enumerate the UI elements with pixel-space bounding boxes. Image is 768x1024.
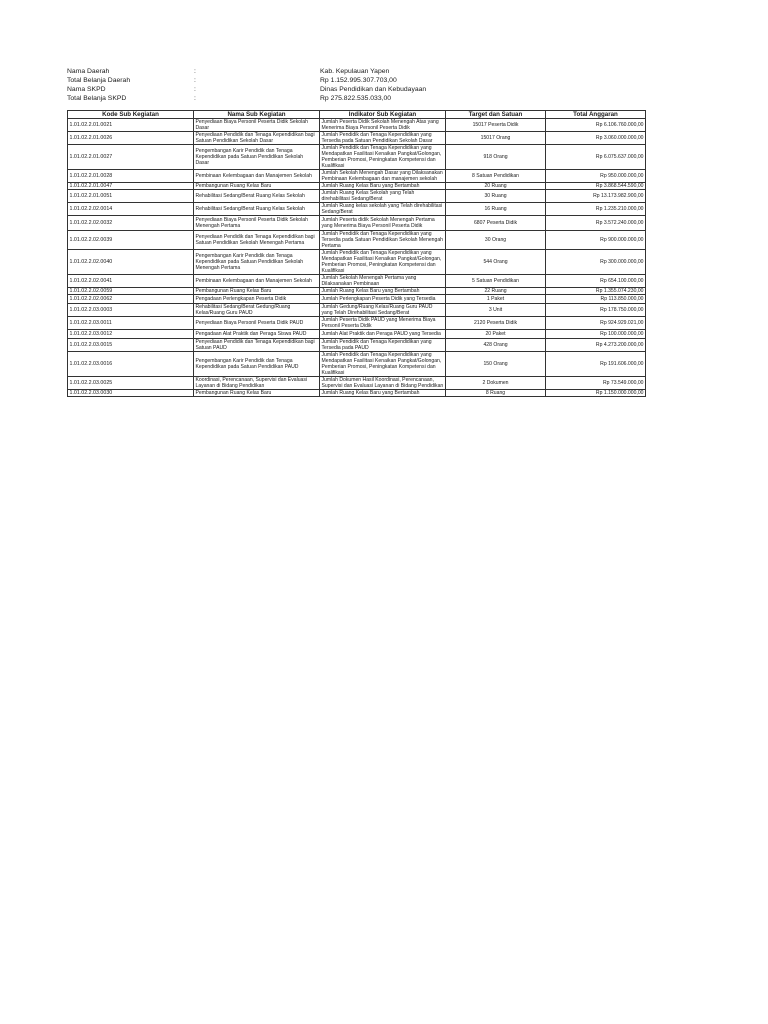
cell-kode: 1.01.02.2.03.0003 bbox=[68, 304, 194, 317]
table-row bbox=[68, 231, 646, 250]
header-row-total-belanja-skpd bbox=[67, 94, 645, 103]
cell-target: 30 Ruang bbox=[446, 190, 546, 203]
cell-indikator: Jumlah Pendidik dan Tenaga Kependidikan yang Tersedia pada Satuan Pendidikan Sekolah Dasar bbox=[320, 132, 446, 145]
table-header-row bbox=[68, 111, 646, 119]
header-label: Nama SKPD bbox=[67, 86, 106, 93]
cell-anggaran: Rp 100.000.000,00 bbox=[546, 330, 646, 339]
cell-nama: Pengembangan Karir Pendidik dan Tenaga Kependidikan pada Satuan Pendidikan PAUD bbox=[194, 352, 320, 377]
header-value: Rp 275.822.535.033,00 bbox=[320, 95, 392, 102]
cell-anggaran: Rp 3.572.240.000,00 bbox=[546, 216, 646, 231]
table-row bbox=[68, 339, 646, 352]
cell-indikator: Jumlah Sekolah Menengah Pertama yang Dilaksanakan Pembinaan bbox=[320, 275, 446, 288]
header-value: Dinas Pendidikan dan Kebudayaan bbox=[320, 86, 427, 93]
cell-nama: Pembangunan Ruang Kelas Baru bbox=[194, 183, 320, 190]
cell-kode: 1.01.02.2.01.0028 bbox=[68, 170, 194, 183]
cell-target: 20 Paket bbox=[446, 330, 546, 339]
cell-target: 22 Ruang bbox=[446, 288, 546, 295]
table-row bbox=[68, 190, 646, 203]
cell-indikator: Jumlah Pendidik dan Tenaga Kependidikan yang Mendapatkan Fasilitasi Kenaikan Pangkat/Golongan, Pemberian Promosi, Peningkatan Kompetensi dan Kualifikasi bbox=[320, 352, 446, 377]
cell-target: 20 Ruang bbox=[446, 183, 546, 190]
cell-anggaran: Rp 900.000.000,00 bbox=[546, 231, 646, 250]
cell-target: 8 Satuan Pendidikan bbox=[446, 170, 546, 183]
cell-indikator: Jumlah Ruang Kelas Baru yang Bertambah bbox=[320, 390, 446, 397]
cell-target: 2 Dokumen bbox=[446, 377, 546, 390]
cell-kode: 1.01.02.2.03.0016 bbox=[68, 352, 194, 377]
header-label: Total Belanja SKPD bbox=[67, 95, 127, 102]
cell-nama: Penyediaan Biaya Personil Peserta Didik Sekolah Dasar bbox=[194, 119, 320, 132]
cell-nama: Koordinasi, Perencanaan, Supervisi dan Evaluasi Layanan di Bidang Pendidikan bbox=[194, 377, 320, 390]
table-row bbox=[68, 352, 646, 377]
cell-target: 2120 Peserta Didik bbox=[446, 317, 546, 330]
header-colon: : bbox=[194, 95, 196, 102]
cell-nama: Rehabilitasi Sedang/Berat Ruang Kelas Sekolah bbox=[194, 203, 320, 216]
cell-anggaran: Rp 950.000.000,00 bbox=[546, 170, 646, 183]
table-row bbox=[68, 250, 646, 275]
cell-nama: Penyediaan Biaya Personil Peserta Didik Sekolah Menengah Pertama bbox=[194, 216, 320, 231]
cell-anggaran: Rp 6.075.637.000,00 bbox=[546, 145, 646, 170]
cell-indikator: Jumlah Ruang Kelas Baru yang Bertambah bbox=[320, 288, 446, 295]
header-colon: : bbox=[194, 77, 196, 84]
cell-nama: Pengembangan Karir Pendidik dan Tenaga Kependidikan pada Satuan Pendidikan Sekolah Menengah Pertama bbox=[194, 250, 320, 275]
table-body bbox=[68, 119, 646, 397]
cell-target: 918 Orang bbox=[446, 145, 546, 170]
table-row bbox=[68, 377, 646, 390]
cell-anggaran: Rp 191.606.000,00 bbox=[546, 352, 646, 377]
cell-kode: 1.01.02.2.02.0041 bbox=[68, 275, 194, 288]
cell-kode: 1.01.02.2.03.0011 bbox=[68, 317, 194, 330]
sub-kegiatan-table bbox=[67, 110, 646, 397]
cell-anggaran: Rp 654.100.000,00 bbox=[546, 275, 646, 288]
cell-anggaran: Rp 1.355.074.230,00 bbox=[546, 288, 646, 295]
table-row bbox=[68, 317, 646, 330]
cell-nama: Rehabilitasi Sedang/Berat Gedung/Ruang Kelas/Ruang Guru PAUD bbox=[194, 304, 320, 317]
table-row bbox=[68, 132, 646, 145]
cell-indikator: Jumlah Ruang Kelas Baru yang Bertambah bbox=[320, 183, 446, 190]
cell-indikator: Jumlah Peserta Didik Sekolah Menengah Atas yang Menerima Biaya Personil Peserta Didik bbox=[320, 119, 446, 132]
cell-anggaran: Rp 4.273.200.000,00 bbox=[546, 339, 646, 352]
document-header bbox=[67, 67, 645, 103]
cell-anggaran: Rp 3.868.544.590,00 bbox=[546, 183, 646, 190]
cell-nama: Penyediaan Pendidik dan Tenaga Kependidikan bagi Satuan PAUD bbox=[194, 339, 320, 352]
cell-indikator: Jumlah Perlengkapan Peserta Didik yang Tersedia bbox=[320, 295, 446, 304]
header-row-total-belanja-daerah bbox=[67, 76, 645, 85]
cell-target: 428 Orang bbox=[446, 339, 546, 352]
header-row-nama-skpd bbox=[67, 85, 645, 94]
cell-target: 6807 Peserta Didik bbox=[446, 216, 546, 231]
cell-nama: Pengadaan Perlengkapan Peserta Didik bbox=[194, 295, 320, 304]
table-row bbox=[68, 330, 646, 339]
column-header-nama: Nama Sub Kegiatan bbox=[194, 111, 320, 119]
cell-kode: 1.01.02.2.01.0047 bbox=[68, 183, 194, 190]
cell-indikator: Jumlah Peserta Didik PAUD yang Menerima Biaya Personil Peserta Didik bbox=[320, 317, 446, 330]
cell-kode: 1.01.02.2.03.0015 bbox=[68, 339, 194, 352]
cell-anggaran: Rp 924.929.021,00 bbox=[546, 317, 646, 330]
cell-kode: 1.01.02.2.01.0026 bbox=[68, 132, 194, 145]
column-header-anggaran: Total Anggaran bbox=[546, 111, 646, 119]
cell-indikator: Jumlah Pendidik dan Tenaga Kependidikan yang Mendapatkan Fasilitasi Kenaikan Pangkat/Golongan, Pemberian Promosi, Peningkatan Kompetensi dan Kualifikasi bbox=[320, 250, 446, 275]
cell-indikator: Jumlah Pendidik dan Tenaga Kependidikan yang Mendapatkan Fasilitasi Kenaikan Pangkat/Golongan, Pemberian Promosi, Peningkatan Kompetensi dan Kualifikasi bbox=[320, 145, 446, 170]
cell-anggaran: Rp 73.549.000,00 bbox=[546, 377, 646, 390]
cell-nama: Rehabilitasi Sedang/Berat Ruang Kelas Sekolah bbox=[194, 190, 320, 203]
cell-target: 544 Orang bbox=[446, 250, 546, 275]
header-colon: : bbox=[194, 86, 196, 93]
cell-indikator: Jumlah Dokumen Hasil Koordinasi, Perencanaan, Supervisi dan Evaluasi Layanan di Bidang Pendidikan bbox=[320, 377, 446, 390]
cell-nama: Penyediaan Pendidik dan Tenaga Kependidikan bagi Satuan Pendidikan Sekolah Dasar bbox=[194, 132, 320, 145]
cell-anggaran: Rp 113.850.000,00 bbox=[546, 295, 646, 304]
cell-target: 15017 Peserta Didik bbox=[446, 119, 546, 132]
cell-kode: 1.01.02.2.02.0039 bbox=[68, 231, 194, 250]
cell-kode: 1.01.02.2.03.0012 bbox=[68, 330, 194, 339]
cell-target: 8 Ruang bbox=[446, 390, 546, 397]
column-header-indikator: Indikator Sub Kegiatan bbox=[320, 111, 446, 119]
cell-nama: Penyediaan Biaya Personil Peserta Didik PAUD bbox=[194, 317, 320, 330]
cell-target: 15017 Orang bbox=[446, 132, 546, 145]
cell-kode: 1.01.02.2.02.0032 bbox=[68, 216, 194, 231]
cell-nama: Pembangunan Ruang Kelas Baru bbox=[194, 288, 320, 295]
cell-target: 150 Orang bbox=[446, 352, 546, 377]
table-row bbox=[68, 275, 646, 288]
cell-anggaran: Rp 1.235.210.000,00 bbox=[546, 203, 646, 216]
cell-kode: 1.01.02.2.01.0021 bbox=[68, 119, 194, 132]
column-header-kode: Kode Sub Kegiatan bbox=[68, 111, 194, 119]
cell-indikator: Jumlah Ruang Kelas Sekolah yang Telah direhabilitasi Sedang/Berat bbox=[320, 190, 446, 203]
cell-indikator: Jumlah Alat Praktik dan Peraga PAUD yang Tersedia bbox=[320, 330, 446, 339]
cell-nama: Penyediaan Pendidik dan Tenaga Kependidikan bagi Satuan Pendidikan Sekolah Menengah Pertama bbox=[194, 231, 320, 250]
header-label: Nama Daerah bbox=[67, 68, 110, 75]
table-row bbox=[68, 295, 646, 304]
table-row bbox=[68, 390, 646, 397]
cell-target: 5 Satuan Pendidikan bbox=[446, 275, 546, 288]
header-colon: : bbox=[194, 68, 196, 75]
cell-kode: 1.01.02.2.01.0027 bbox=[68, 145, 194, 170]
table-row bbox=[68, 145, 646, 170]
cell-anggaran: Rp 13.173.982.900,00 bbox=[546, 190, 646, 203]
table-row bbox=[68, 216, 646, 231]
cell-kode: 1.01.02.2.02.0014 bbox=[68, 203, 194, 216]
cell-target: 1 Paket bbox=[446, 295, 546, 304]
cell-nama: Pengembangan Karir Pendidik dan Tenaga Kependidikan pada Satuan Pendidikan Sekolah Dasar bbox=[194, 145, 320, 170]
table-row bbox=[68, 183, 646, 190]
cell-indikator: Jumlah Pendidik dan Tenaga Kependidikan yang Tersedia pada PAUD bbox=[320, 339, 446, 352]
cell-target: 16 Ruang bbox=[446, 203, 546, 216]
cell-anggaran: Rp 300.000.000,00 bbox=[546, 250, 646, 275]
cell-target: 30 Orang bbox=[446, 231, 546, 250]
table-row bbox=[68, 203, 646, 216]
cell-kode: 1.01.02.2.02.0059 bbox=[68, 288, 194, 295]
cell-target: 3 Unit bbox=[446, 304, 546, 317]
header-value: Kab. Kepulauan Yapen bbox=[320, 68, 390, 75]
header-label: Total Belanja Daerah bbox=[67, 77, 131, 84]
cell-kode: 1.01.02.2.03.0030 bbox=[68, 390, 194, 397]
table-row bbox=[68, 170, 646, 183]
column-header-target: Target dan Satuan bbox=[446, 111, 546, 119]
cell-nama: Pembangunan Ruang Kelas Baru bbox=[194, 390, 320, 397]
cell-indikator: Jumlah Pendidik dan Tenaga Kependidikan yang Tersedia pada Satuan Pendidikan Sekolah Menengah Pertama bbox=[320, 231, 446, 250]
cell-anggaran: Rp 1.150.000.000,00 bbox=[546, 390, 646, 397]
header-value: Rp 1.152.995.307.703,00 bbox=[320, 77, 397, 84]
cell-kode: 1.01.02.2.02.0062 bbox=[68, 295, 194, 304]
cell-nama: Pengadaan Alat Praktik dan Peraga Siswa PAUD bbox=[194, 330, 320, 339]
cell-kode: 1.01.02.2.02.0040 bbox=[68, 250, 194, 275]
cell-indikator: Jumlah Gedung/Ruang Kelas/Ruang Guru PAUD yang Telah Direhabilitasi Sedang/Berat bbox=[320, 304, 446, 317]
cell-nama: Pembinaan Kelembagaan dan Manajemen Sekolah bbox=[194, 170, 320, 183]
cell-indikator: Jumlah Peserta didik Sekolah Menengah Pertama yang Menerima Biaya Personil Peserta Didik bbox=[320, 216, 446, 231]
cell-kode: 1.01.02.2.01.0051 bbox=[68, 190, 194, 203]
cell-anggaran: Rp 3.060.000.000,00 bbox=[546, 132, 646, 145]
table-row bbox=[68, 288, 646, 295]
table-row bbox=[68, 119, 646, 132]
cell-kode: 1.01.02.2.03.0025 bbox=[68, 377, 194, 390]
cell-anggaran: Rp 6.106.760.000,00 bbox=[546, 119, 646, 132]
cell-anggaran: Rp 178.750.000,00 bbox=[546, 304, 646, 317]
table-row bbox=[68, 304, 646, 317]
cell-nama: Pembinaan Kelembagaan dan Manajemen Sekolah bbox=[194, 275, 320, 288]
cell-indikator: Jumlah Ruang kelas sekolah yang Telah direhabilitasi Sedang/Berat bbox=[320, 203, 446, 216]
cell-indikator: Jumlah Sekolah Menengah Dasar yang Dilaksanakan Pembinaan Kelembagaan dan manajemen sekolah bbox=[320, 170, 446, 183]
header-row-nama-daerah bbox=[67, 67, 645, 76]
